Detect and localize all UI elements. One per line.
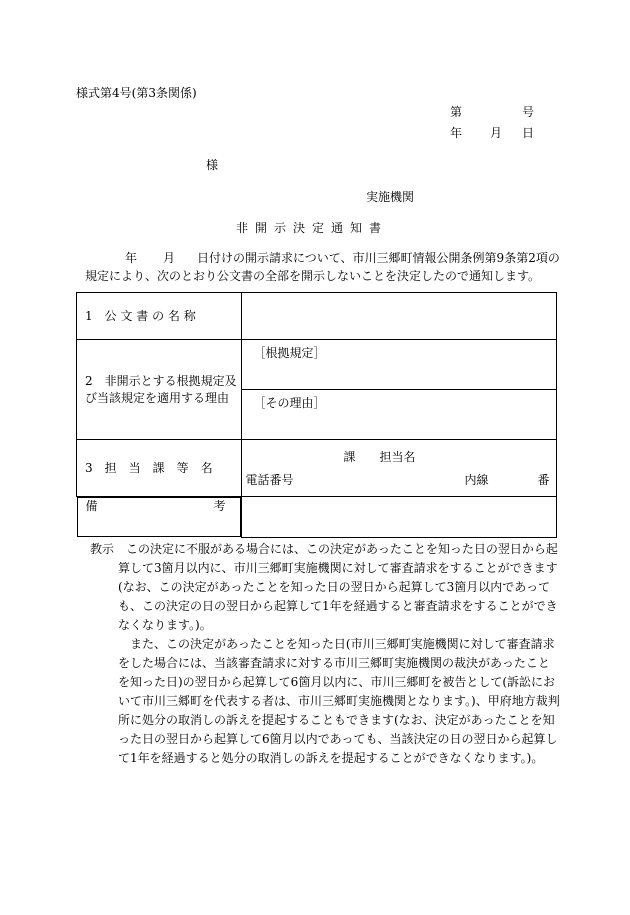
- label-grounds: 2 非開示とする根拠規定及び当該規定を適用する理由: [77, 340, 242, 440]
- instruction-para-2: また、この決定があったことを知った日(市川三郷町実施機関に対して審査請求をした場合には、当該審査請求に対する市川三郷町実施機関の裁決があったことを知った日)の翌日から起算して6箇月以内に、市川三郷町を被告として(訴訟において市川三郷町を代表する者は、市川三郷町実施機関となります。)、甲府地方裁判所に処分の取消しの訴えを提起することもできます(なお、決定があったことを知った日の翌日から起算して6箇月以内であっても、当該決定の日の翌日から起算して1年を経過すると処分の取消しの訴えを提起することができなくなります。)。: [118, 637, 560, 765]
- instruction-para-1: 教示 この決定に不服がある場合には、この決定があったことを知った日の翌日から起算して3箇月以内に、市川三郷町実施機関に対して審査請求をすることができます(なお、この決定があったことを知った日の翌日から起算して3箇月以内であっても、この決定の日の翌日から起算して1年を経過すると審査請求をすることができなくなります。)。: [90, 542, 558, 632]
- issuer: 実施機関: [366, 190, 415, 204]
- intro-month: 月: [163, 251, 176, 265]
- intro-paragraph: [85, 249, 565, 285]
- form-number: 様式第4号(第3条関係): [76, 86, 197, 100]
- date-month: 月: [490, 126, 503, 140]
- value-document-name: [241, 293, 557, 340]
- value-remarks: [241, 497, 557, 538]
- value-department: [241, 440, 557, 497]
- label-document-name: 1 公 文 書 の 名 称: [77, 293, 242, 340]
- addressee: 様: [206, 158, 219, 172]
- remarks-label-b: 考: [213, 499, 226, 513]
- intro-text: 日付けの開示請求について、市川三郷町情報公開条例第9条第2項の規定により、次のとおり公文書の全部を開示しないことを決定したので通知します。: [85, 251, 560, 283]
- document-number: [450, 103, 535, 120]
- dept-extension: 内線: [464, 473, 489, 487]
- date-day: 日: [522, 126, 535, 140]
- date-year: 年: [450, 126, 463, 140]
- dept-person: 担当名: [379, 450, 416, 464]
- remarks-label-a: 備: [85, 499, 98, 513]
- intro-year: 年: [125, 251, 138, 265]
- value-grounds: [241, 340, 557, 440]
- document-title: 非開示決定通知書: [236, 221, 389, 235]
- issue-date: [450, 124, 535, 141]
- grounds-provision-label: ［根拠規定］: [253, 346, 326, 360]
- dept-extension-ban: 番: [537, 473, 550, 487]
- dept-section: 課: [343, 450, 356, 464]
- label-department: 3 担 当 課 等 名: [77, 440, 242, 497]
- label-remarks: [77, 497, 241, 537]
- grounds-reason-label: ［その理由］: [253, 396, 326, 410]
- doc-no-prefix: 第: [450, 105, 463, 119]
- dept-phone: 電話番号: [245, 473, 294, 487]
- notice-table: [76, 292, 557, 538]
- doc-no-suffix: 号: [522, 105, 535, 119]
- instruction-notes: [90, 540, 560, 768]
